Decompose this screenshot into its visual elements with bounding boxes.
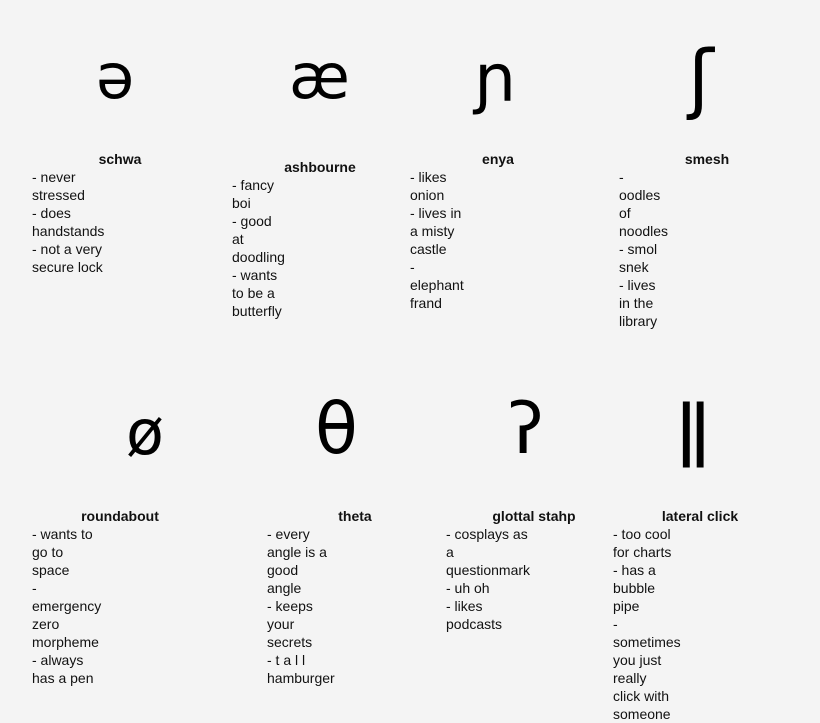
theta-description (267, 525, 335, 687)
list-item: - not a very secure lock (32, 241, 103, 275)
list-item: - fancy boi (232, 177, 275, 211)
list-item: - lives in the library (619, 277, 658, 329)
lateral-click-symbol: ǁ (676, 388, 711, 470)
list-item: - oodles of noodles (619, 169, 669, 239)
list-item: - keeps your secrets (267, 598, 313, 650)
glottal-stahp-symbol: ʔ (508, 388, 544, 470)
list-item: - too cool for charts (613, 526, 672, 560)
schwa-name: schwa (98, 151, 142, 167)
list-item: - every angle is a good (267, 526, 327, 578)
roundabout-name: roundabout (81, 508, 159, 524)
list-item: - never stressed (32, 169, 85, 203)
ashbourne-symbol: æ (289, 40, 350, 113)
enya-symbol: ɲ (474, 40, 517, 117)
list-item: questionmark (446, 562, 531, 578)
glottal-stahp-description (446, 525, 530, 633)
lateral-click-name: lateral click (661, 508, 739, 524)
enya-description (410, 168, 464, 312)
list-item: - wants to be a butterfly (232, 267, 282, 319)
smesh-name: smesh (684, 151, 730, 167)
theta-symbol: θ (315, 388, 358, 470)
smesh-description (619, 168, 668, 330)
list-item: - elephant frand (410, 259, 464, 311)
list-item: - likes onion (410, 169, 447, 203)
list-item: click with someone (613, 688, 671, 722)
list-item: - uh oh (446, 580, 490, 596)
ashbourne-description (232, 176, 285, 320)
list-item: morpheme (32, 634, 99, 650)
list-item: - sometimes you just really (613, 616, 681, 686)
enya-name: enya (482, 151, 514, 167)
list-item: - good at doodling (232, 213, 285, 265)
roundabout-description (32, 525, 101, 687)
list-item: - has a bubble pipe (613, 562, 656, 614)
ashbourne-name: ashbourne (284, 159, 356, 175)
lateral-click-description (613, 525, 681, 723)
theta-name: theta (338, 508, 372, 524)
list-item: - lives in a misty castle (410, 205, 462, 257)
list-item: - likes podcasts (446, 598, 503, 632)
list-item: - cosplays as a (446, 526, 528, 560)
list-item: - t a l l hamburger (267, 652, 335, 686)
list-item: - always has a pen (32, 652, 94, 686)
list-item: - emergency zero (32, 580, 102, 632)
smesh-symbol: ʃ (688, 33, 714, 122)
roundabout-symbol: ø (126, 396, 164, 469)
schwa-description (32, 168, 104, 276)
list-item: - does handstands (32, 205, 105, 239)
list-item: - wants to go to space (32, 526, 93, 578)
schwa-symbol: ə (96, 40, 135, 113)
list-item: - smol snek (619, 241, 658, 275)
glottal-stahp-name: glottal stahp (492, 508, 576, 524)
list-item: angle (267, 580, 302, 596)
